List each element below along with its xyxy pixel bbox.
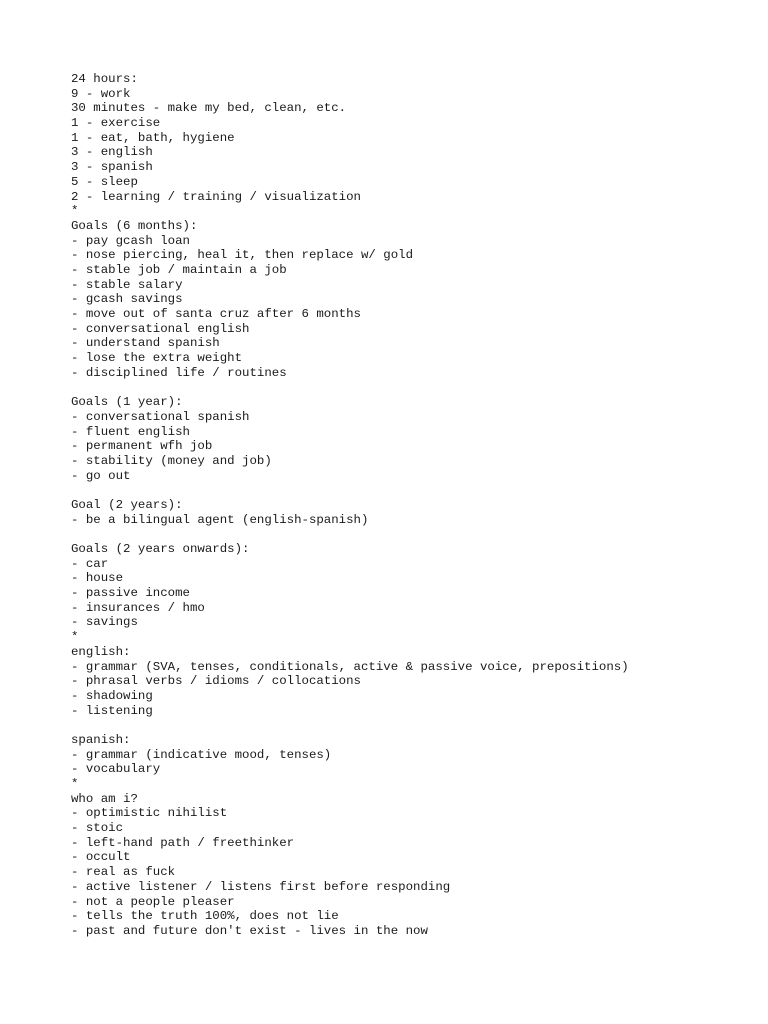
text-line: * xyxy=(71,630,79,645)
text-line: - stoic xyxy=(71,821,124,836)
text-line xyxy=(71,380,751,395)
text-line: spanish: xyxy=(71,732,131,747)
text-line: - conversational spanish xyxy=(71,409,250,424)
text-line: - not a people pleaser xyxy=(71,894,235,909)
text-line: - lose the extra weight xyxy=(71,351,243,366)
text-line: 2 - learning / training / visualization xyxy=(71,189,361,204)
text-line: 3 - english xyxy=(71,145,153,160)
text-line: - active listener / listens first before responding xyxy=(71,879,451,894)
text-line: - real as fuck xyxy=(71,865,176,880)
text-line xyxy=(71,483,751,498)
text-line: 3 - spanish xyxy=(71,160,153,175)
text-line: 24 hours: xyxy=(71,72,138,86)
text-line: * xyxy=(71,204,79,219)
text-line: - passive income xyxy=(71,586,190,601)
text-line: english: xyxy=(71,644,131,659)
text-line: 5 - sleep xyxy=(71,174,138,189)
text-line: Goals (6 months): xyxy=(71,218,198,233)
text-line: - house xyxy=(71,571,124,586)
text-line: - be a bilingual agent (english-spanish) xyxy=(71,512,369,527)
text-line: - grammar (indicative mood, tenses) xyxy=(71,747,332,762)
text-line: - past and future don't exist - lives in the now xyxy=(71,923,428,938)
text-line: - gcash savings xyxy=(71,292,183,307)
text-line: - stability (money and job) xyxy=(71,453,272,468)
text-line: Goals (2 years onwards): xyxy=(71,542,250,556)
text-line: who am i? xyxy=(71,791,138,806)
text-line: 30 minutes - make my bed, clean, etc. xyxy=(71,101,347,116)
text-line: - disciplined life / routines xyxy=(71,365,287,380)
text-line: - understand spanish xyxy=(71,336,220,351)
text-line: - listening xyxy=(71,703,153,718)
text-line: - conversational english xyxy=(71,321,250,336)
text-line: - optimistic nihilist xyxy=(71,806,228,821)
text-line: - car xyxy=(71,556,109,571)
text-line: - phrasal verbs / idioms / collocations xyxy=(71,674,361,689)
text-line: - move out of santa cruz after 6 months xyxy=(71,307,361,321)
text-line: - stable job / maintain a job xyxy=(71,262,287,277)
text-line: 1 - eat, bath, hygiene xyxy=(71,130,235,145)
text-line: 9 - work xyxy=(71,86,131,101)
text-line: - left-hand path / freethinker xyxy=(71,835,295,850)
text-line: - stable salary xyxy=(71,277,183,292)
text-line: - savings xyxy=(71,615,138,630)
text-line: - permanent wfh job xyxy=(71,439,213,454)
document-page xyxy=(71,72,751,939)
text-line: - tells the truth 100%, does not lie xyxy=(71,909,339,924)
text-line: * xyxy=(71,777,79,791)
text-line: - vocabulary xyxy=(71,762,161,777)
text-line: - shadowing xyxy=(71,688,153,703)
text-line: - occult xyxy=(71,850,131,865)
text-line: Goals (1 year): xyxy=(71,395,183,410)
text-line: - fluent english xyxy=(71,424,190,439)
text-line: - grammar (SVA, tenses, conditionals, active & passive voice, prepositions) xyxy=(71,659,629,674)
text-line xyxy=(71,718,751,733)
text-line: - pay gcash loan xyxy=(71,233,190,248)
text-line: 1 - exercise xyxy=(71,116,161,131)
text-line xyxy=(71,527,751,542)
text-line: - insurances / hmo xyxy=(71,600,205,615)
text-line: Goal (2 years): xyxy=(71,497,183,512)
text-line: - go out xyxy=(71,468,131,483)
text-line: - nose piercing, heal it, then replace w/ gold xyxy=(71,248,414,263)
